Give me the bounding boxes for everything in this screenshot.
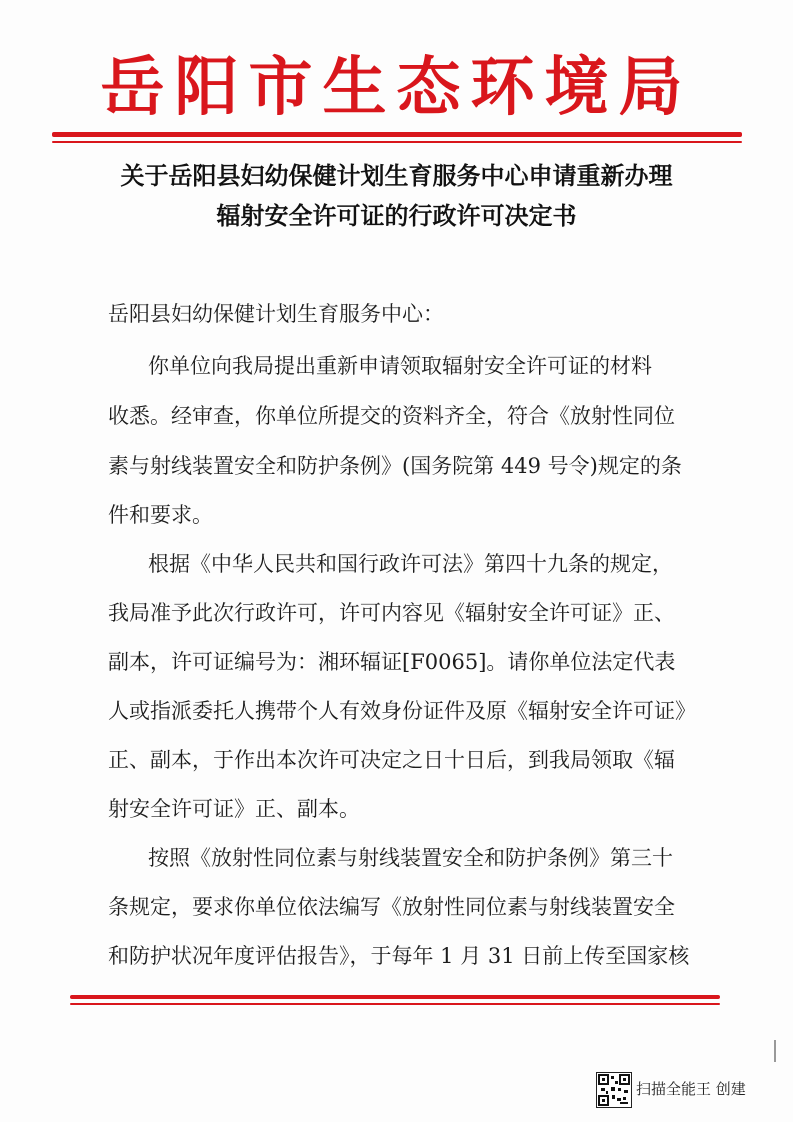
paragraph-line: 你单位向我局提出重新申请领取辐射安全许可证的材料 [148, 354, 652, 378]
paragraph-line: 条规定，要求你单位依法编写《放射性同位素与射线装置安全 [108, 895, 675, 919]
agency-masthead: 岳阳市生态环境局 [100, 50, 693, 125]
paragraph-line: 件和要求。 [108, 503, 213, 527]
scanner-watermark: 扫描全能王 创建 [636, 1080, 746, 1098]
paragraph-line: 人或指派委托人携带个人有效身份证件及原《辐射安全许可证》 [108, 699, 696, 723]
paragraph-line: 副本，许可证编号为：湘环辐证[F0065]。请你单位法定代表 [108, 650, 676, 674]
document-title-line-2: 辐射安全许可证的行政许可决定书 [216, 202, 577, 230]
scan-edge-mark [774, 1040, 776, 1062]
paragraph-line: 按照《放射性同位素与射线装置安全和防护条例》第三十 [148, 846, 673, 870]
footer-rule-thin [70, 1003, 720, 1005]
paragraph-line: 和防护状况年度评估报告》，于每年 1 月 31 日前上传至国家核 [108, 944, 690, 968]
salutation: 岳阳县妇幼保健计划生育服务中心： [108, 302, 444, 326]
header-rule-thin [52, 141, 742, 143]
document-title-line-1: 关于岳阳县妇幼保健计划生育服务中心申请重新办理 [120, 162, 673, 190]
paragraph-line: 根据《中华人民共和国行政许可法》第四十九条的规定， [148, 552, 673, 576]
paragraph-line: 正、副本，于作出本次许可决定之日十日后，到我局领取《辐 [108, 748, 675, 772]
paragraph-line: 收悉。经审查，你单位所提交的资料齐全，符合《放射性同位 [108, 404, 675, 428]
footer-rule-thick [70, 995, 720, 999]
paragraph-line: 素与射线装置安全和防护条例》(国务院第 449 号令)规定的条 [108, 454, 682, 478]
paragraph-line: 射安全许可证》正、副本。 [108, 797, 360, 821]
qr-code-icon [596, 1072, 632, 1108]
header-rule-thick [52, 132, 742, 137]
paragraph-line: 我局准予此次行政许可，许可内容见《辐射安全许可证》正、 [108, 601, 675, 625]
